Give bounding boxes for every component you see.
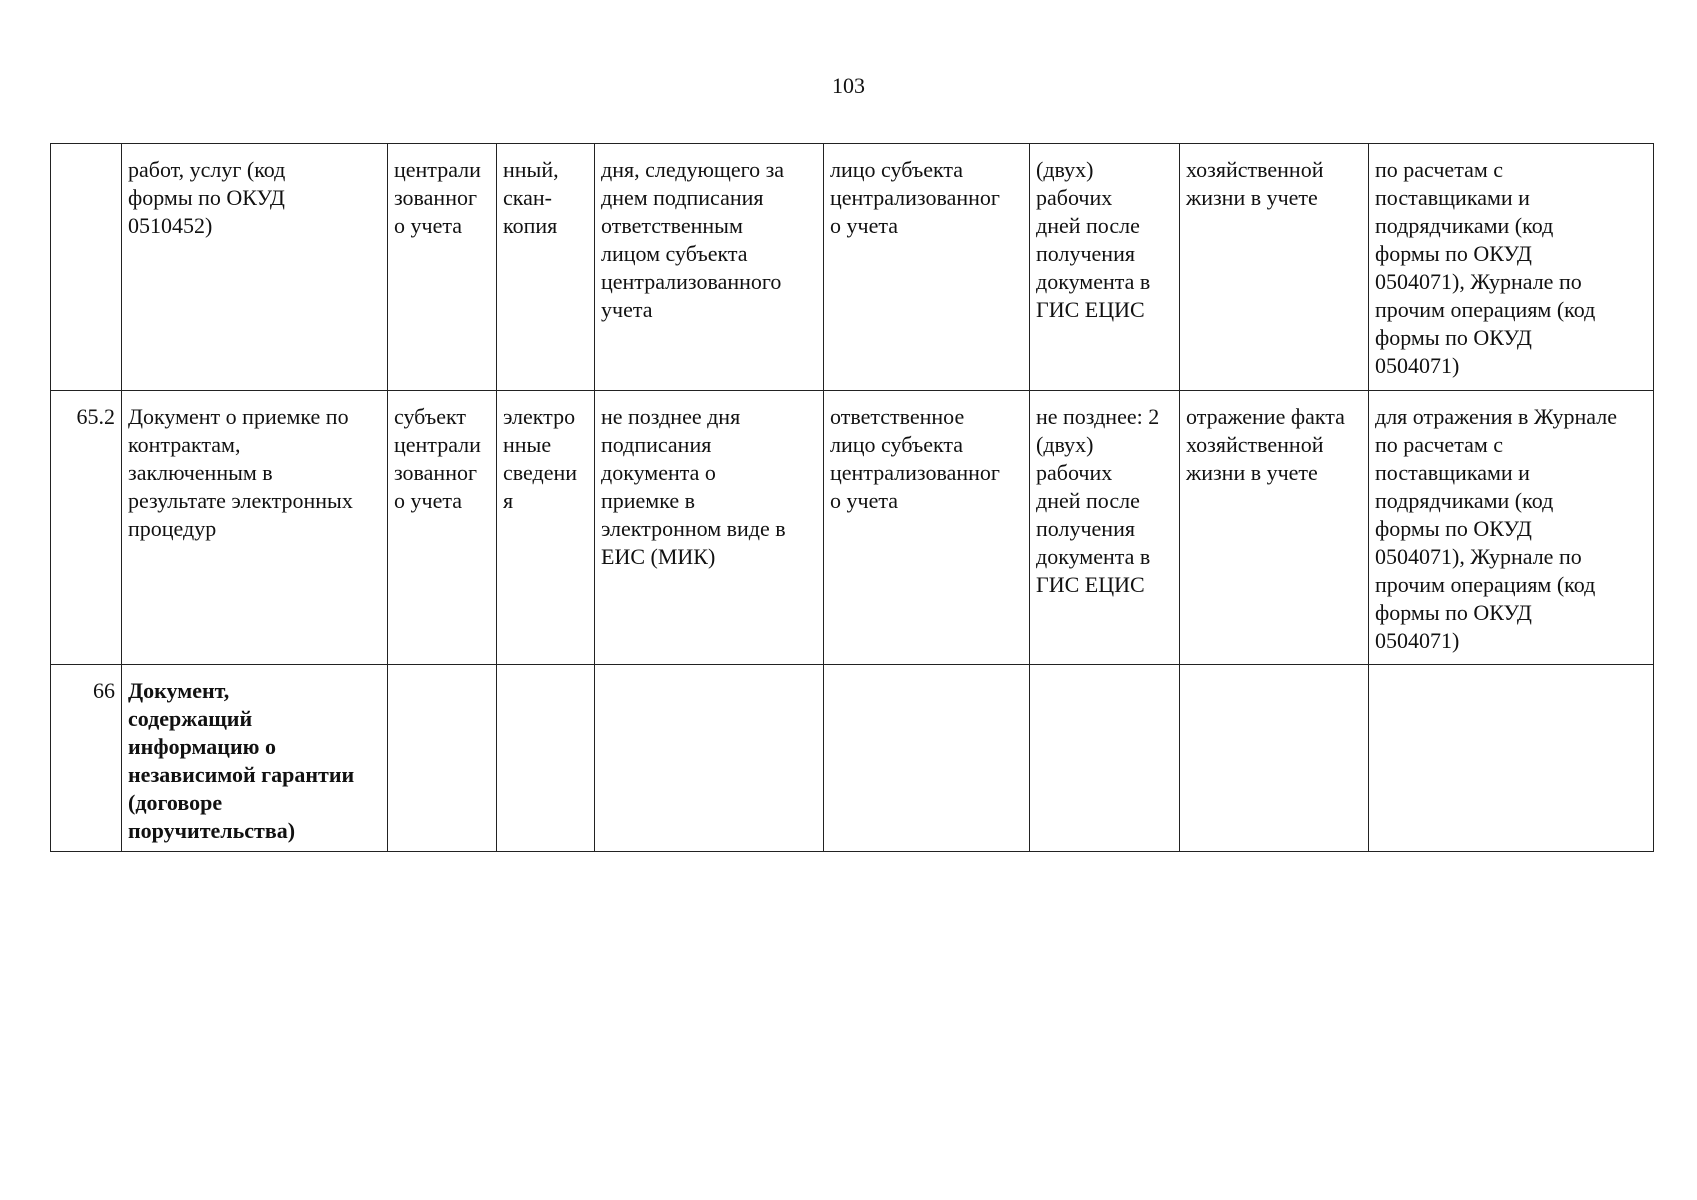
note-cell bbox=[1369, 665, 1654, 852]
page-number: 103 bbox=[832, 73, 865, 98]
table-row bbox=[51, 391, 1654, 665]
note-cell: по расчетам с поставщиками и подрядчиками (код формы по ОКУД 0504071), Журнале по прочим операциям (код формы по ОКУД 0504071) bbox=[1369, 144, 1654, 391]
purpose-cell: отражение факта хозяйственной жизни в учете bbox=[1180, 391, 1369, 665]
purpose-cell bbox=[1180, 665, 1369, 852]
processing-term-cell: (двух) рабочих дней после получения документа в ГИС ЕЦИС bbox=[1030, 144, 1180, 391]
deadline-cell bbox=[595, 665, 824, 852]
row-number: 65.2 bbox=[51, 391, 122, 665]
document-name-cell: работ, услуг (код формы по ОКУД 0510452) bbox=[122, 144, 388, 391]
deadline-cell: не позднее дня подписания документа о приемке в электронном виде в ЕИС (МИК) bbox=[595, 391, 824, 665]
format-cell bbox=[497, 665, 595, 852]
processing-term-cell bbox=[1030, 665, 1180, 852]
document-name-cell: Документ о приемке по контрактам, заключенным в результате электронных процедур bbox=[122, 391, 388, 665]
table-row bbox=[51, 144, 1654, 391]
table-row bbox=[51, 665, 1654, 852]
processing-term-cell: не позднее: 2 (двух) рабочих дней после получения документа в ГИС ЕЦИС bbox=[1030, 391, 1180, 665]
format-cell: нный, скан- копия bbox=[497, 144, 595, 391]
format-cell: электро нные сведени я bbox=[497, 391, 595, 665]
row-number: 66 bbox=[51, 665, 122, 852]
responsible-cell: лицо субъекта централизованног о учета bbox=[824, 144, 1030, 391]
creator-cell: субъект централи зованног о учета bbox=[388, 391, 497, 665]
creator-cell: централи зованног о учета bbox=[388, 144, 497, 391]
creator-cell bbox=[388, 665, 497, 852]
deadline-cell: дня, следующего за днем подписания ответственным лицом субъекта централизованного учета bbox=[595, 144, 824, 391]
document-table bbox=[50, 143, 1654, 852]
row-number bbox=[51, 144, 122, 391]
responsible-cell: ответственное лицо субъекта централизованног о учета bbox=[824, 391, 1030, 665]
responsible-cell bbox=[824, 665, 1030, 852]
note-cell: для отражения в Журнале по расчетам с поставщиками и подрядчиками (код формы по ОКУД 0504071), Журнале по прочим операциям (код формы по ОКУД 0504071) bbox=[1369, 391, 1654, 665]
document-name-cell: Документ, содержащий информацию о независимой гарантии (договоре поручительства) bbox=[122, 665, 388, 852]
purpose-cell: хозяйственной жизни в учете bbox=[1180, 144, 1369, 391]
